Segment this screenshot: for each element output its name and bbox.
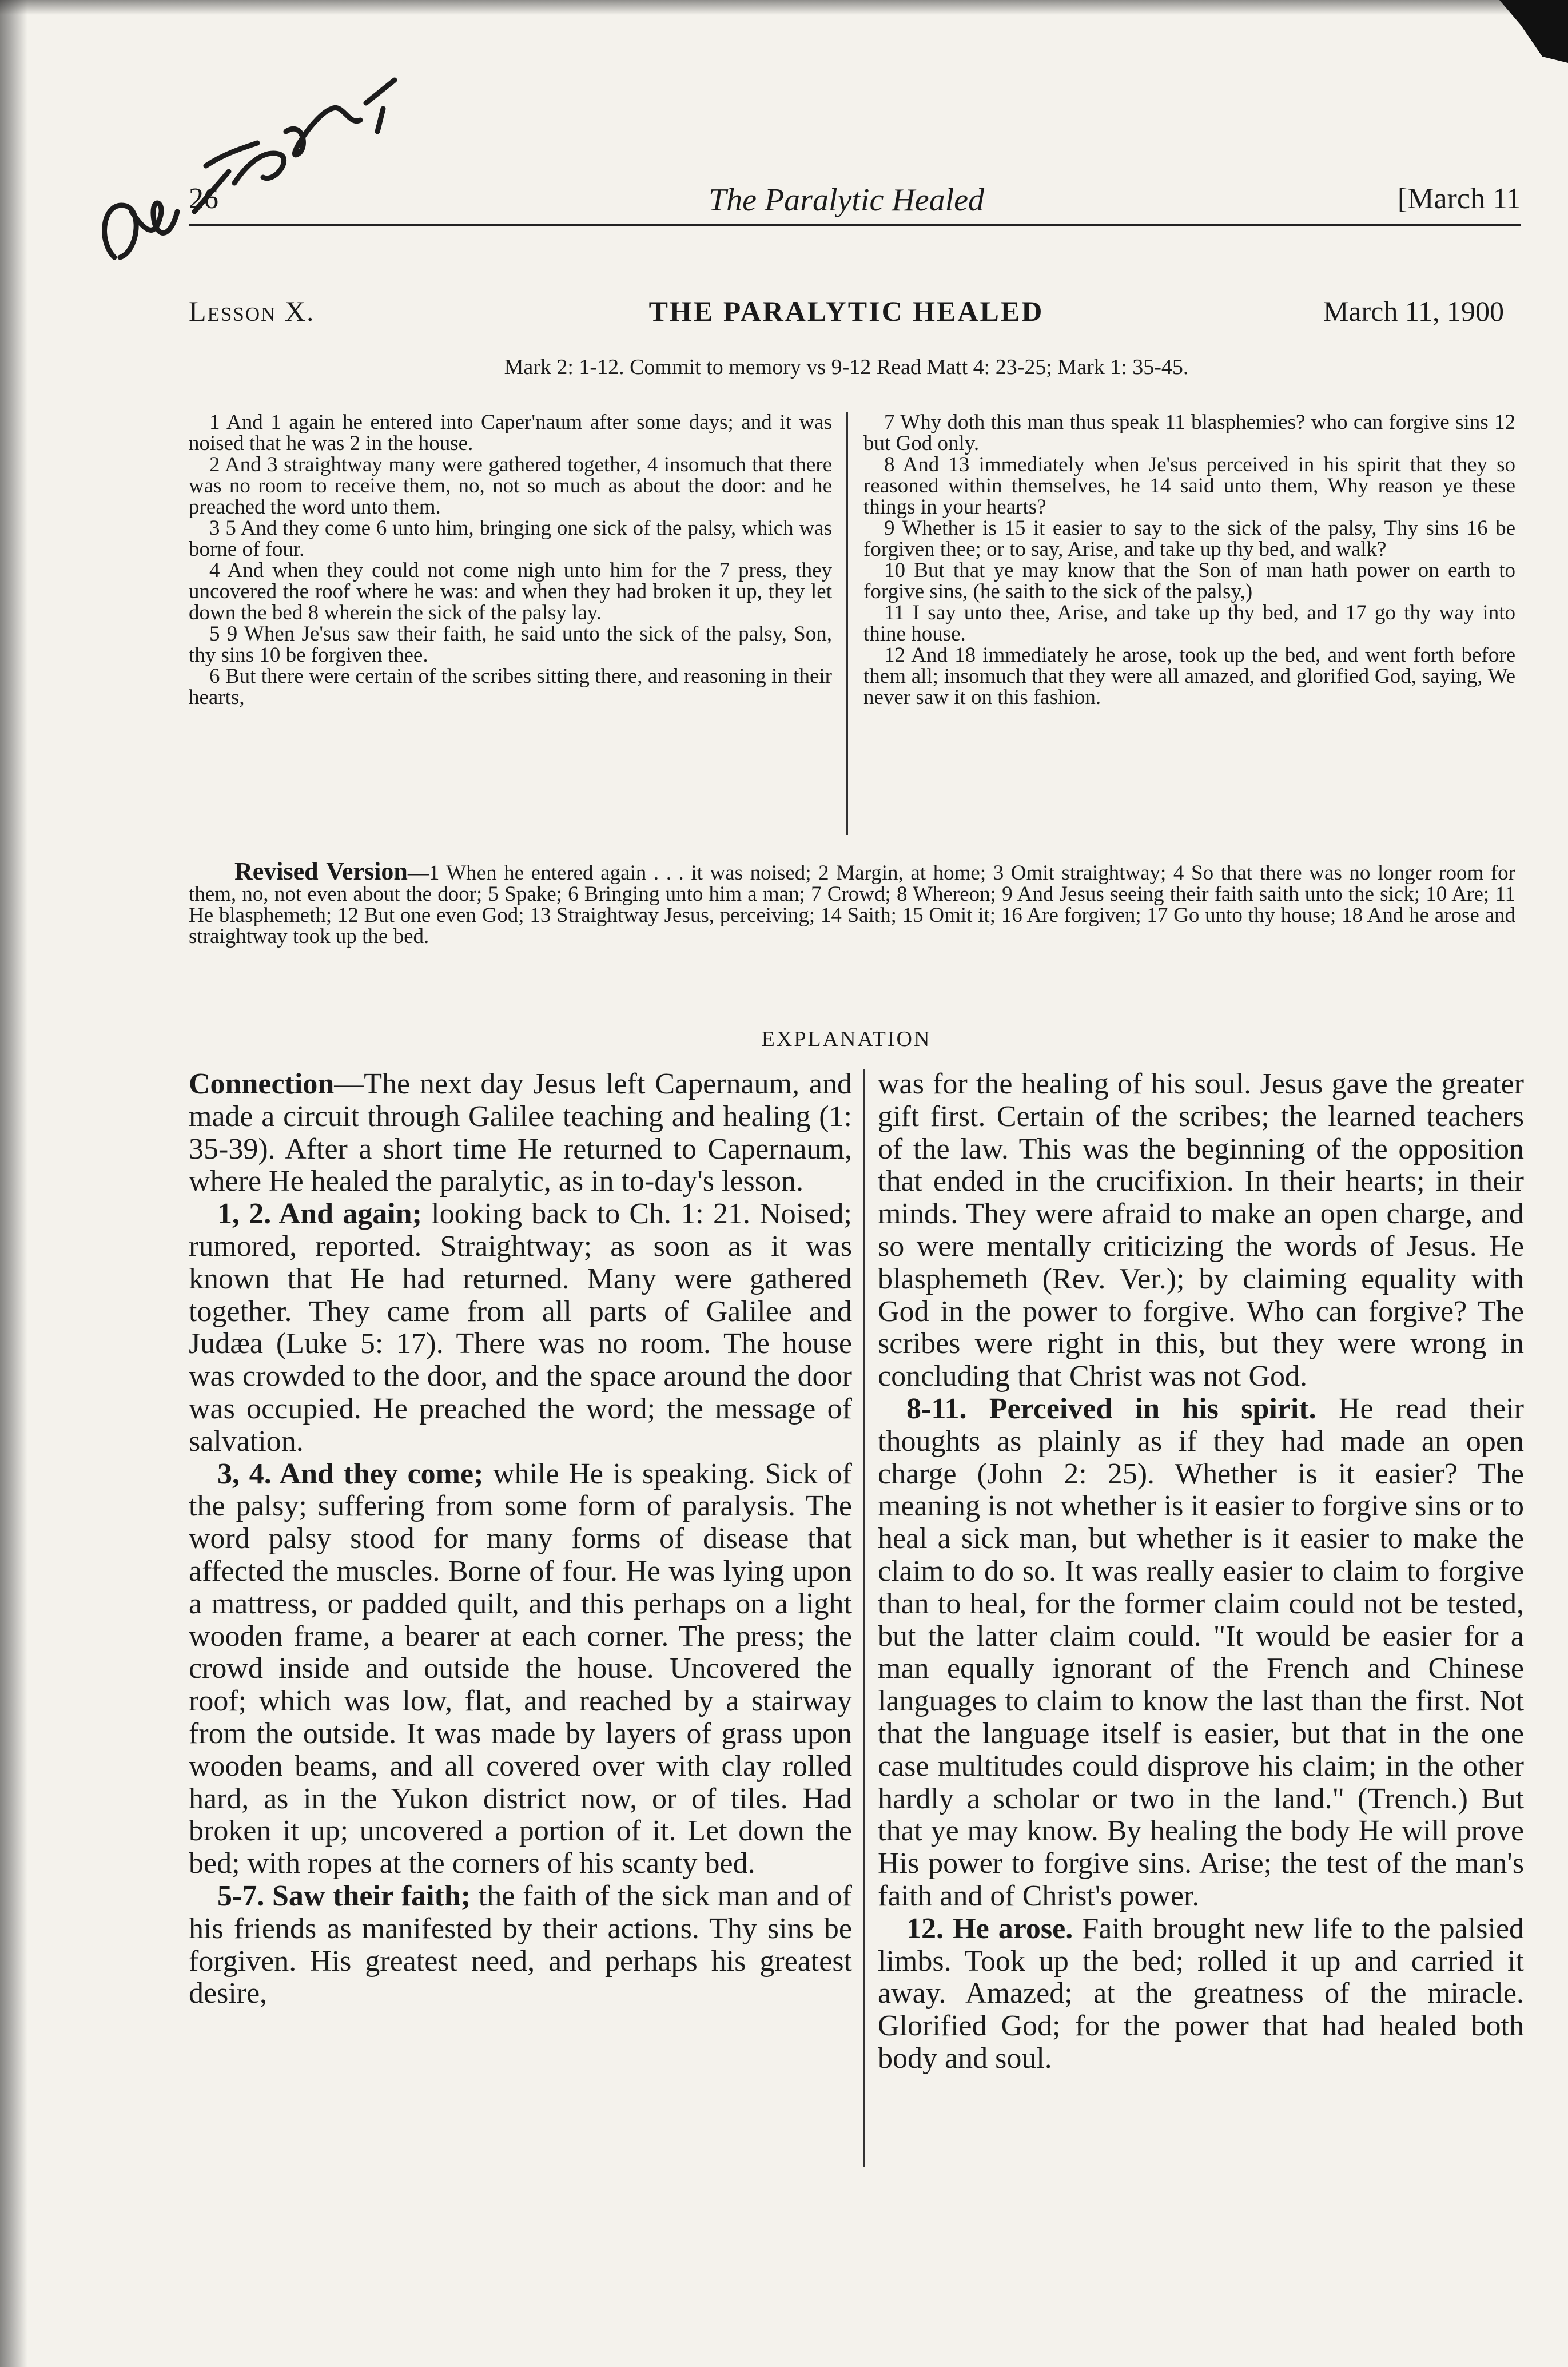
page-number: 26: [189, 182, 218, 215]
explanation-heading: EXPLANATION: [761, 1027, 932, 1051]
verse: 11 I say unto thee, Arise, and take up thy bed, and 17 go thy way into thine house.: [863, 601, 1515, 646]
paragraph-lead: 8-11. Perceived in his spirit.: [906, 1392, 1316, 1425]
handwritten-annotation: [91, 69, 446, 275]
verses-right-column: [863, 412, 1515, 708]
verse: 12 And 18 immediately he arose, took up the bed, and went forth before them all; insomuch that they were all amazed, and glorified God, saying, We never saw it on this fashion.: [863, 643, 1515, 709]
explanation-paragraph: [878, 1068, 1524, 1393]
column-divider: [846, 412, 848, 835]
revised-version-text: —1 When he entered again . . . it was noised; 2 Margin, at home; 3 Omit straightway; 4 So that there was no longer room for them, no, not even about the door; 5 Spake; 6 Bringing unto him a man; 7 Crowd; 8 Whereon; 9 And Jesus seeing their faith saith unto the sick; 10 Are; 11 He blasphemeth; 12 But one even God; 13 Straightway Jesus, perceiving; 14 Saith; 15 Omit it; 16 Are forgiven; 17 Go unto thy house; 18 And he arose and straightway took up the bed.: [189, 861, 1515, 948]
paragraph-text: was for the healing of his soul. Jesus gave the greater gift first. Certain of the scribes; the learned teachers of the law. This was the beginning of the opposition that ended in the crucifixion. In their hearts; in their minds. They were afraid to make an open charge, and so were mentally criticizing the words of Jesus. He blasphemeth (Rev. Ver.); by claiming equality with God in the power to forgive. Who can forgive? The scribes were right in this, but they were wrong in concluding that Christ was not God.: [878, 1068, 1524, 1393]
lesson-heading: [189, 295, 1504, 335]
explanation-paragraph: [189, 1458, 852, 1880]
paragraph-text: the faith of the sick man and of his friends as manifested by their actions. Thy sins be forgiven. His greatest need, and perhaps his greatest desire,: [189, 1879, 852, 2010]
verse: 4 And when they could not come nigh unto him for the 7 press, they uncovered the roof where he was: and when they had broken it up, they let down the bed 8 wherein the sick of the palsy lay.: [189, 559, 832, 624]
paragraph-text: while He is speaking. Sick of the palsy; suffering from some form of paralysis. The word palsy stood for many forms of disease that affected the muscles. Borne of four. He was lying upon a mattress, or padded quilt, and this perhaps on a light wooden frame, a bearer at each corner. The press; the crowd inside and outside the house. Uncovered the roof; which was low, flat, and reached by a stairway from the outside. It was made by layers of grass upon wooden beams, and all covered over with clay rolled hard, as in the Yukon district now, or of tiles. Had broken it up; uncovered a portion of it. Let down the bed; with ropes at the corners of his scanty bed.: [189, 1457, 853, 1880]
explanation-paragraph: [878, 1393, 1524, 1913]
explanation-left-column: [189, 1068, 852, 2010]
verse: 7 Why doth this man thus speak 11 blasphemies? who can forgive sins 12 but God only.: [863, 411, 1515, 455]
verse: 2 And 3 straightway many were gathered together, 4 insomuch that there was no room to receive them, no, not so much as about the door: and he preached the word unto them.: [189, 453, 832, 519]
paragraph-lead: Connection: [189, 1068, 335, 1100]
explanation-right-column: [878, 1068, 1524, 2075]
explanation-paragraph: [189, 1880, 852, 2010]
paragraph-text: Faith brought new life to the palsied limbs. Took up the bed; rolled it up and carried it away. Amazed; at the greatness of the miracle. Glorified God; for the power that had healed both body and soul.: [878, 1912, 1524, 2075]
paragraph-lead: 12. He arose.: [906, 1912, 1073, 1945]
lesson-date: March 11, 1900: [1323, 295, 1504, 327]
verse: 1 And 1 again he entered into Caper'naum after some days; and it was noised that he was 2 in the house.: [189, 411, 832, 455]
page-top-shadow: [0, 0, 1568, 15]
paragraph-text: He read their thoughts as plainly as if they had made an open charge (John 2: 25). Whether is it easier? The meaning is not whether is it easier to forgive sins or to heal a sick man, but whether is it easier to make the claim to do so. It was really easier to claim to forgive than to heal, for the former claim could not be tested, but the latter claim could. "It would be easier for a man equally ignorant of the French and Chinese languages to claim to know the last than the first. Not that the language itself is easier, but that in the one case multitudes could disprove his claim; in the other hardly a scholar or two in the land." (Trench.) But that ye may know. By healing the body He will prove His power to forgive sins. Arise; the test of the man's faith and of Christ's power.: [878, 1392, 1524, 1912]
lesson-title: THE PARALYTIC HEALED: [648, 295, 1044, 327]
revised-version-notes: [189, 857, 1515, 948]
header-rule: [189, 224, 1521, 226]
scripture-text: [189, 411, 1515, 846]
revised-version-label: Revised Version: [234, 857, 408, 885]
paragraph-text: —The next day Jesus left Capernaum, and made a circuit through Galilee teaching and healing (1: 35-39). After a short time He returned to Capernaum, where He healed the paralytic, as in to-day's lesson.: [189, 1068, 852, 1198]
paragraph-lead: 1, 2. And again;: [217, 1198, 422, 1231]
column-divider: [863, 1069, 865, 2167]
lesson-number: Lesson X.: [189, 295, 315, 327]
running-title: The Paralytic Healed: [708, 182, 985, 218]
verse: 6 But there were certain of the scribes sitting there, and reasoning in their hearts,: [189, 665, 832, 709]
running-head: [189, 182, 1521, 228]
scripture-reference: Mark 2: 1-12. Commit to memory vs 9-12 Read Matt 4: 23-25; Mark 1: 35-45.: [504, 355, 1189, 379]
verse: 9 Whether is 15 it easier to say to the sick of the palsy, Thy sins 16 be forgiven thee; or to say, Arise, and take up thy bed, and walk?: [863, 516, 1515, 561]
paragraph-lead: 3, 4. And they come;: [217, 1457, 484, 1490]
explanation-paragraph: [189, 1198, 852, 1458]
page-edge-shadow: [0, 0, 27, 2367]
paragraph-text: looking back to Ch. 1: 21. Noised; rumored, reported. Straightway; as soon as it was known that He had returned. Many were gathered together. They came from all parts of Galilee and Judæa (Luke 5: 17). There was no room. The house was crowded to the door, and the space around the door was occupied. He preached the word; the message of salvation.: [189, 1198, 852, 1458]
verse: 3 5 And they come 6 unto him, bringing one sick of the palsy, which was borne of four.: [189, 516, 832, 561]
verse: 5 9 When Je'sus saw their faith, he said unto the sick of the palsy, Son, thy sins 10 be forgiven thee.: [189, 622, 832, 667]
verses-left-column: [189, 412, 832, 708]
paragraph-lead: 5-7. Saw their faith;: [217, 1879, 471, 1912]
running-date: [March 11: [1397, 182, 1521, 215]
explanation-paragraph: [189, 1068, 852, 1198]
explanation-paragraph: [878, 1913, 1524, 2075]
verse: 10 But that ye may know that the Son of man hath power on earth to forgive sins, (he saith to the sick of the palsy,): [863, 559, 1515, 603]
verse: 8 And 13 immediately when Je'sus perceived in his spirit that they so reasoned within themselves, he 14 said unto them, Why reason ye these things in your hearts?: [863, 453, 1515, 519]
